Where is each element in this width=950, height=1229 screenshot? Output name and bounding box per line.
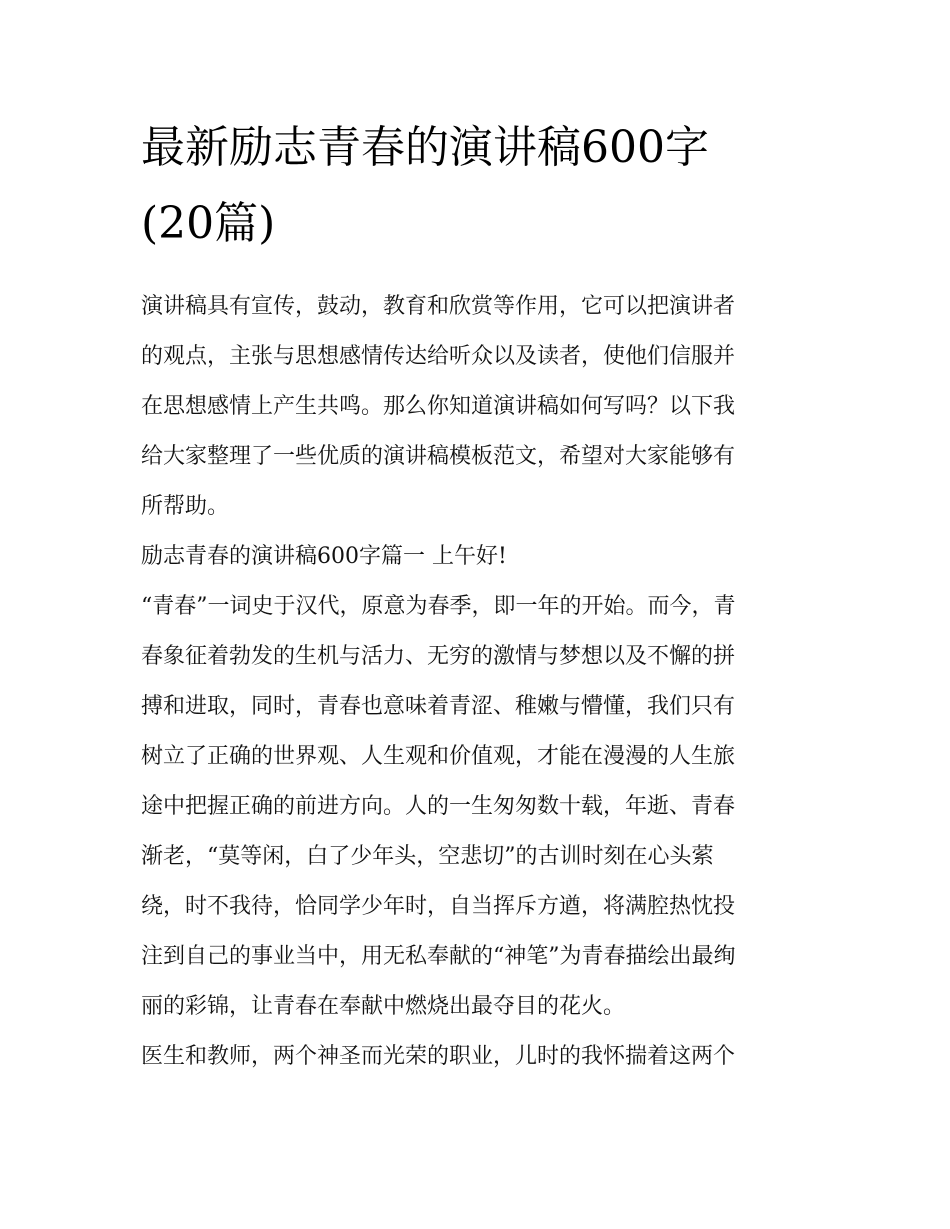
body-line: 途中把握正确的前进方向。人的一生匆匆数十载，年逝、青春 (141, 794, 736, 819)
intro-paragraph (141, 282, 813, 532)
document-body (141, 282, 813, 1082)
title-line: 最新励志青春的演讲稿600字 (141, 122, 709, 173)
document-title (141, 110, 813, 262)
body-line: 丽的彩锦，让青春在奉献中燃烧出最夺目的花火。 (141, 994, 626, 1019)
intro-line: 在思想感情上产生共鸣。那么你知道演讲稿如何写吗？以下我 (141, 394, 736, 419)
body-line: 渐老，“莫等闲，白了少年头，空悲切”的古训时刻在心头萦 (141, 844, 714, 869)
body-line: 搏和进取，同时，青春也意味着青涩、稚嫩与懵懂，我们只有 (141, 694, 736, 719)
intro-line: 所帮助。 (141, 494, 230, 519)
intro-line: 的观点，主张与思想感情传达给听众以及读者，使他们信服并 (141, 344, 736, 369)
body-paragraph (141, 582, 813, 1032)
body-line: 注到自己的事业当中，用无私奉献的“神笔”为青春描绘出最绚 (141, 944, 736, 969)
body-line: 医生和教师，两个神圣而光荣的职业，儿时的我怀揣着这两个 (141, 1044, 736, 1069)
section-heading (141, 532, 813, 582)
intro-line: 给大家整理了一些优质的演讲稿模板范文，希望对大家能够有 (141, 444, 736, 469)
intro-line: 演讲稿具有宣传，鼓动，教育和欣赏等作用，它可以把演讲者 (141, 294, 736, 319)
section-heading-text: 励志青春的演讲稿600字篇一 上午好! (141, 544, 507, 569)
body-line: 春象征着勃发的生机与活力、无穷的激情与梦想以及不懈的拼 (141, 644, 736, 669)
body-line: 绕，时不我待，恰同学少年时，自当挥斥方遒，将满腔热忱投 (141, 894, 736, 919)
body-line: “青春”一词史于汉代，原意为春季，即一年的开始。而今，青 (141, 594, 736, 619)
document-content (141, 110, 813, 1082)
body-line: 树立了正确的世界观、人生观和价值观，才能在漫漫的人生旅 (141, 744, 736, 769)
title-line: (20篇) (141, 198, 276, 249)
body-paragraph (141, 1032, 813, 1082)
